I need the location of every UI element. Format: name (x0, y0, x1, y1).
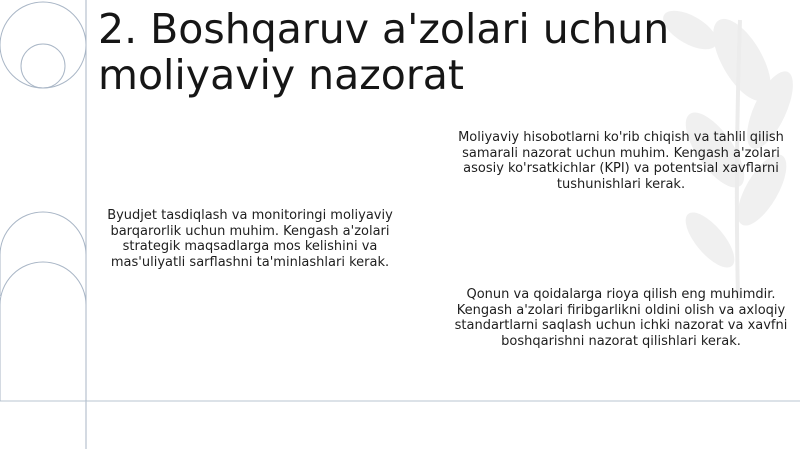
circle-outer (0, 2, 86, 88)
budget-paragraph: Byudjet tasdiqlash va monitoringi moliyaviy barqarorlik uchun muhim. Kengash a'zolari strategik maqsadlarga mos kelishini va mas'uliyatli sarflashni ta'minlashlari kerak. (107, 208, 393, 270)
arch-upper (0, 212, 86, 296)
compliance-paragraph: Qonun va qoidalarga rioya qilish eng muhimdir. Kengash a'zolari firibgarlikni oldini olish va axloqiy standartlarni saqlash uchun ichki nazorat va xavfni boshqarishni nazorat qilishlari kerak. (454, 287, 788, 349)
arch-lower (0, 262, 86, 401)
page-title: 2. Boshqaruv a'zolari uchun moliyaviy nazorat (98, 5, 670, 99)
circle-inner (21, 44, 65, 88)
reports-paragraph: Moliyaviy hisobotlarni ko'rib chiqish va tahlil qilish samarali nazorat uchun muhim. Kengash a'zolari asosiy ko'rsatkichlar (KPI) va potentsial xavflarni tushunishlari kerak. (458, 130, 784, 192)
